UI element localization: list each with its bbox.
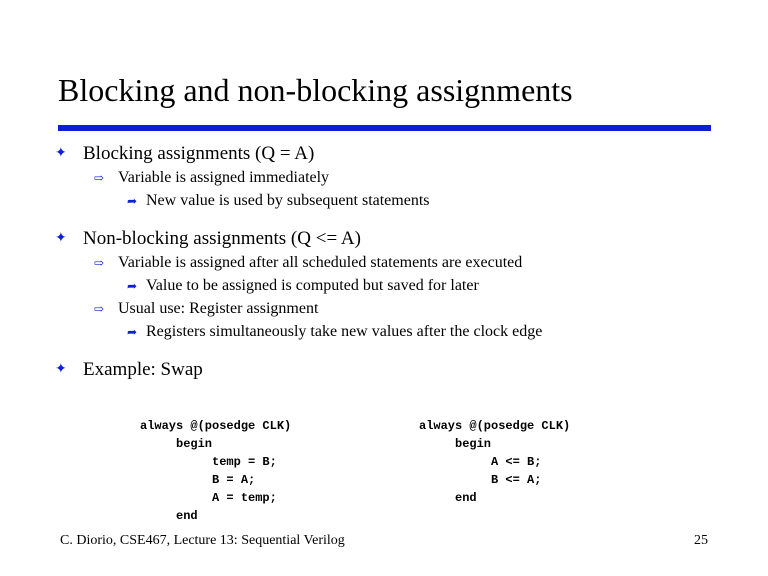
code-line: A <= B; [419,455,542,469]
outline-arrow-icon: ⇨ [94,256,105,270]
sub-bullet-usual-use: Usual use: Register assignment [118,300,319,317]
sub-bullet-assigned-immediately: Variable is assigned immediately [118,169,330,186]
sub-bullet-assigned-after: Variable is assigned after all scheduled statements are executed [118,254,523,271]
four-point-star-icon: ✦ [55,362,67,377]
title-underline [58,125,711,131]
footer-credit: C. Diorio, CSE467, Lecture 13: Sequential Verilog [60,533,345,548]
filled-pointer-icon: ➦ [127,325,138,339]
code-line: B = A; [140,473,256,487]
code-block-non-blocking [419,399,570,507]
subsub-bullet-registers: Registers simultaneously take new values after the clock edge [146,323,543,340]
four-point-star-icon: ✦ [55,231,67,246]
code-line: begin [140,437,213,451]
code-line: begin [419,437,492,451]
slide-title: Blocking and non-blocking assignments [58,72,573,108]
bullet-non-blocking: Non-blocking assignments (Q <= A) [83,228,361,249]
code-line: A = temp; [140,491,277,505]
code-line: always @(posedge CLK) [419,419,571,433]
filled-pointer-icon: ➦ [127,194,138,208]
outline-arrow-icon: ⇨ [94,302,105,316]
subsub-bullet-value-computed: Value to be assigned is computed but saved for later [146,277,479,294]
bullet-example-swap: Example: Swap [83,359,203,380]
filled-pointer-icon: ➦ [127,279,138,293]
four-point-star-icon: ✦ [55,146,67,161]
code-line: temp = B; [140,455,277,469]
subsub-bullet-new-value: New value is used by subsequent statements [146,192,430,209]
code-line: end [419,491,477,505]
bullet-blocking: Blocking assignments (Q = A) [83,143,315,164]
outline-arrow-icon: ⇨ [94,171,105,185]
code-block-blocking [140,399,291,525]
code-line: end [140,509,198,523]
page-number: 25 [694,533,708,548]
code-line: always @(posedge CLK) [140,419,292,433]
code-line: B <= A; [419,473,542,487]
